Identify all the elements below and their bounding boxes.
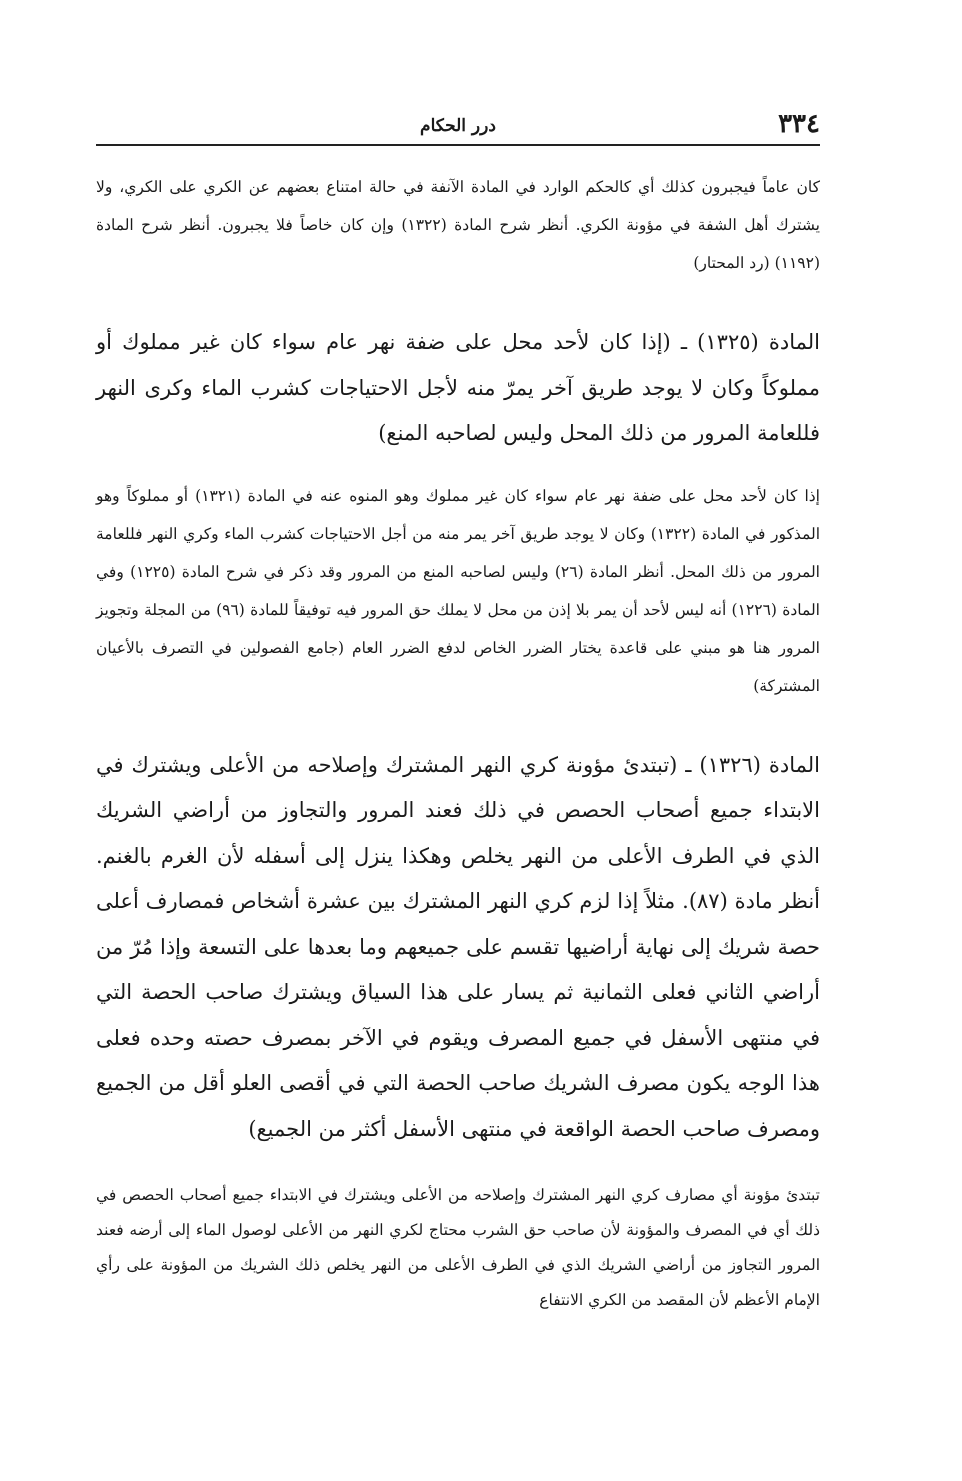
article-1325-paragraph: المادة (١٣٢٥) ـ (إذا كان لأحد محل على ضفة نهر عام سواء كان غير مملوك أو مملوكاً وكان لا يوجد طريق آخر يمرّ منه لأجل الاحتياجات كشرب الماء وكرى النهر فللعامة المرور من ذلك المحل وليس لصاحبه المنع) <box>96 330 820 445</box>
page-body <box>96 108 820 1318</box>
commentary-paragraph: إذا كان لأحد محل على ضفة نهر عام سواء كان غير مملوك وهو المنوه عنه في المادة (١٣٢١) أو مملوكاً وهو المذكور في المادة (١٣٢٢) وكان لا يوجد طريق آخر يمر منه من أجل الاحتياجات كشرب الماء وكري النهر فللعامة المرور من ذلك المحل. أنظر المادة (٢٦) وليس لصاحبه المنع من المرور وقد ذكر في شرح المادة (١٢٢٥) وفي المادة (١٢٢٦) أنه ليس لأحد أن يمر بلا إذن من محل لا يملك حق المرور فيه توفيقاً للمادة (٩٦) من المجلة وتجويز المرور هنا هو مبني على قاعدة يختار الضرر الخاص لدفع الضرر العام (جامع الفصولين في التصرف بالأعيان المشتركة) <box>96 486 820 695</box>
page-header <box>96 108 820 146</box>
article-1326-paragraph: المادة (١٣٢٦) ـ (تبتدئ مؤونة كري النهر المشترك وإصلاحه من الأعلى ويشترك في الابتداء جميع أصحاب الحصص في ذلك فعند المرور والتجاوز من أراضي الشريك الذي في الطرف الأعلى من النهر يخلص وهكذا ينزل إلى أسفله لأن الغرم بالغنم. أنظر مادة (٨٧). مثلاً إذا لزم كري النهر المشترك بين عشرة أشخاص فمصارف أعلى حصة شريك إلى نهاية أراضيها تقسم على جميعهم وما بعدها على التسعة وإذا مُرّ من أراضي الثاني فعلى الثمانية ثم يسار على هذا السياق ويشترك صاحب الحصة التي في منتهى الأسفل في جميع المصرف ويقوم في الآخر بمصرف حصته وحده فعلى هذا الوجه يكون مصرف الشريك صاحب الحصة التي في أقصى العلو أقل من الجميع ومصرف صاحب الحصة الواقعة في منتهى الأسفل أكثر من الجميع) <box>96 752 821 1141</box>
running-title: درر الحكام <box>420 116 496 136</box>
commentary-paragraph: كان عاماً فيجبرون كذلك أي كالحكم الوارد في المادة الآنفة في حالة امتناع بعضهم عن الكري على الكري، ولا يشترك أهل الشفة في مؤونة الكري. أنظر شرح المادة (١٣٢٢) وإن كان خاصاً فلا يجبرون. أنظر شرح المادة (١١٩٢) (رد المحتار) <box>96 178 820 272</box>
commentary-paragraph: تبتدئ مؤونة أي مصارف كري النهر المشترك وإصلاحه من الأعلى ويشترك في الابتداء جميع أصحاب الحصص في ذلك أي في المصرف والمؤونة لأن صاحب حق الشرب محتاج لكري النهر من الأعلى لوصول الماء إلى أرضه فعند المرور التجاوز من أراضي الشريك الذي في الطرف الأعلى من النهر يخلص ذلك الشريك من المؤونة على رأي الإمام الأعظم لأن المقصد من الكري الانتفاع <box>96 1186 820 1309</box>
page-number: ٣٣٤ <box>778 109 820 139</box>
